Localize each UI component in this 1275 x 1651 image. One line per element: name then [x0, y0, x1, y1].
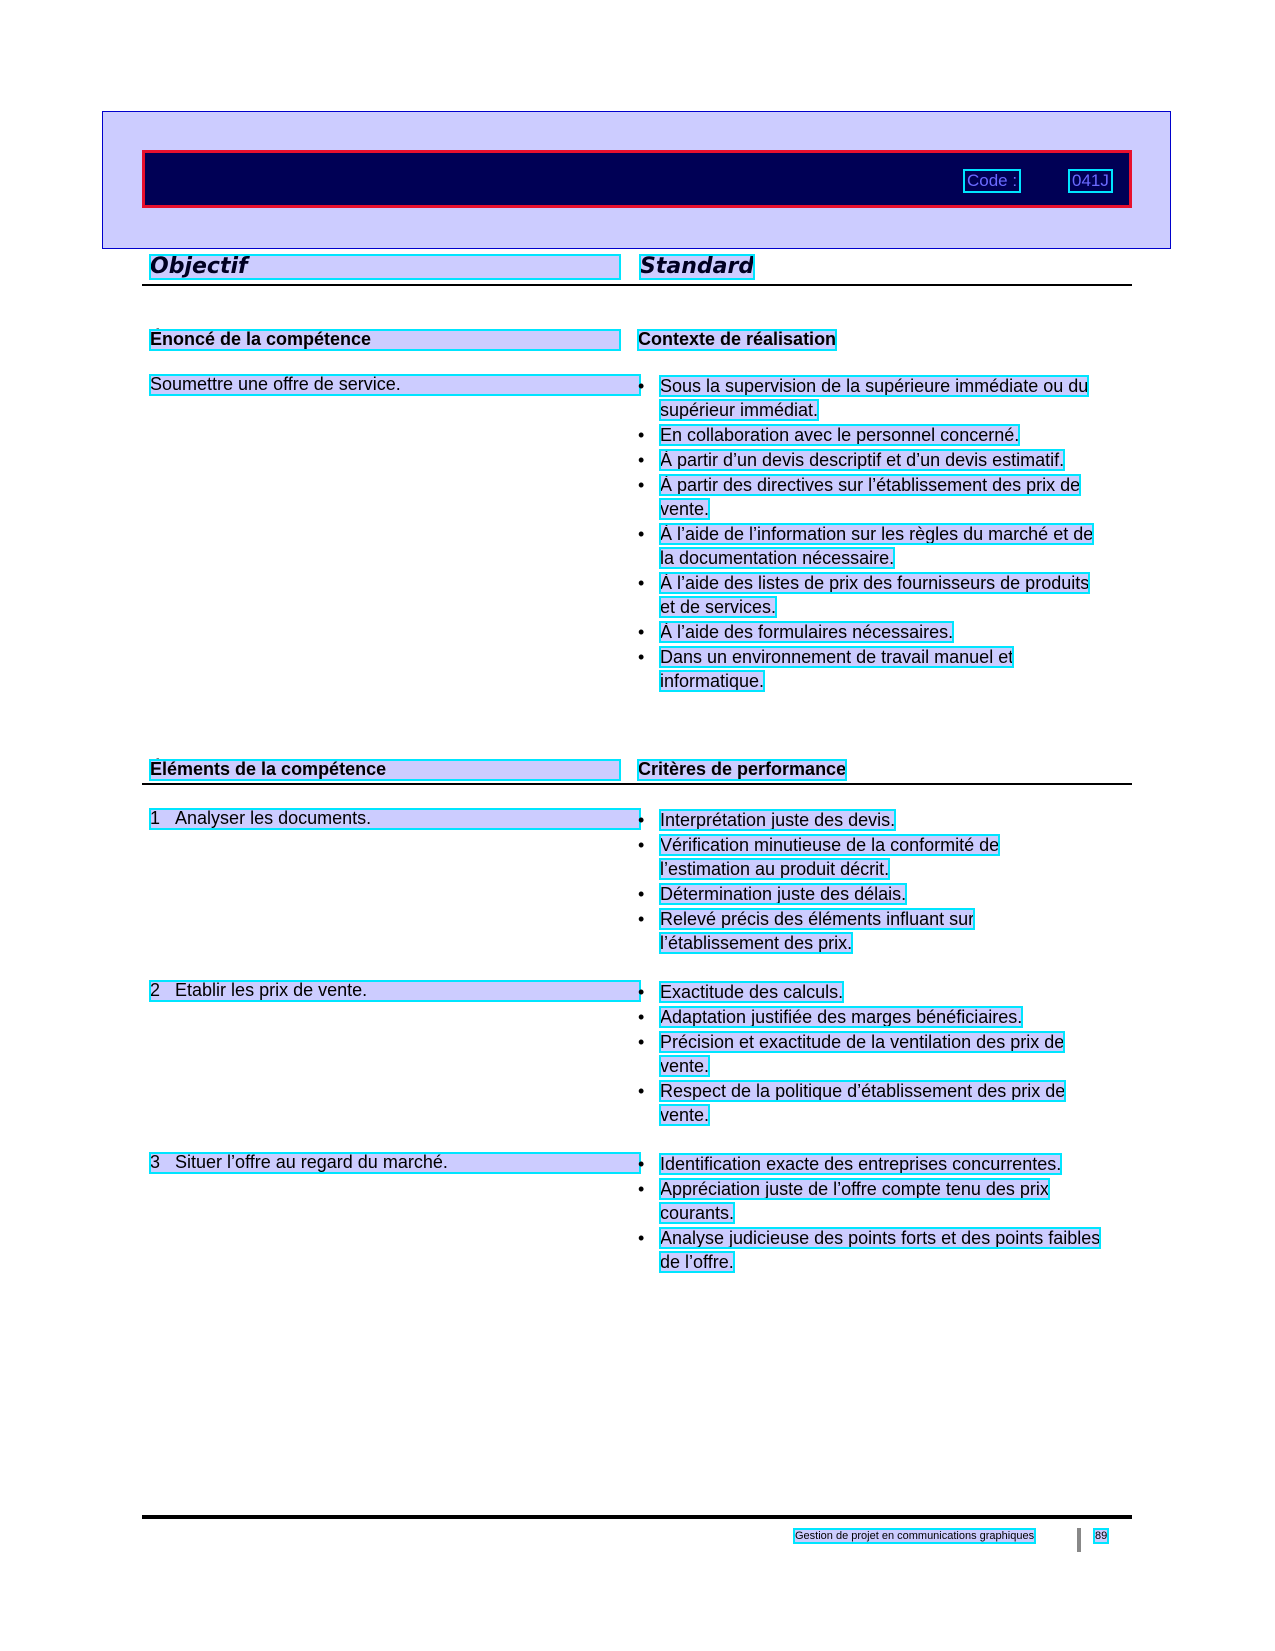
list-item: • Précision et exactitude de la ventilation des prix de vente. [638, 1030, 1108, 1078]
criteria-list-1 [638, 808, 1078, 956]
list-item: • Adaptation justifiée des marges bénéficiaires. [638, 1005, 1108, 1029]
element-2 [150, 981, 640, 1001]
list-item: • Respect de la politique d’établissement des prix de vente. [638, 1079, 1108, 1127]
footer-rule [142, 1515, 1132, 1519]
context-list [638, 374, 1108, 694]
list-item: • Relevé précis des éléments influant sur l’établissement des prix. [638, 907, 1078, 955]
list-item: • Détermination juste des délais. [638, 882, 1078, 906]
code-value: 041J [1072, 171, 1109, 190]
list-item: • Vérification minutieuse de la conformité de l’estimation au produit décrit. [638, 833, 1078, 881]
list-item: • Exactitude des calculs. [638, 980, 1108, 1004]
footer-separator [1077, 1528, 1081, 1552]
list-item: • Interprétation juste des devis. [638, 808, 1078, 832]
section-standard: Standard [640, 254, 755, 279]
block2-rule [142, 783, 1132, 785]
element-number: 3 [150, 1152, 161, 1172]
element-label: Situer l’offre au regard du marché. [175, 1152, 448, 1172]
list-item: • Sous la supervision de la supérieure immédiate ou du supérieur immédiat. [638, 374, 1108, 422]
element-3 [150, 1153, 640, 1173]
list-item: • À partir d’un devis descriptif et d’un devis estimatif. [638, 448, 1108, 472]
competence-statement: Soumettre une offre de service. [150, 375, 640, 395]
heading-contexte: Contexte de réalisation [638, 329, 837, 349]
heading-criteres: Critères de performance [638, 759, 847, 779]
element-number: 2 [150, 980, 161, 1000]
heading-enonce: Énoncé de la compétence [150, 330, 620, 350]
heading-elements: Éléments de la compétence [150, 760, 620, 780]
page-number: 89 [1095, 1530, 1108, 1542]
section-objectif: Objectif [150, 255, 620, 279]
list-item: • À l’aide des listes de prix des fournisseurs de produits et de services. [638, 571, 1108, 619]
criteria-list-3 [638, 1152, 1108, 1275]
element-label: Analyser les documents. [175, 808, 372, 828]
footer-title: Gestion de projet en communications graphiques [795, 1530, 1035, 1542]
list-item: • Identification exacte des entreprises concurrentes. [638, 1152, 1108, 1176]
list-item: • Appréciation juste de l’offre compte tenu des prix courants. [638, 1177, 1108, 1225]
list-item: • Analyse judicieuse des points forts et des points faibles de l’offre. [638, 1226, 1108, 1274]
list-item: • À l’aide de l’information sur les règles du marché et de la documentation nécessaire. [638, 522, 1108, 570]
element-1 [150, 809, 640, 829]
element-number: 1 [150, 808, 161, 828]
section-rule [142, 284, 1132, 286]
code-label: Code : [967, 171, 1018, 190]
criteria-list-2 [638, 980, 1108, 1128]
list-item: • À partir des directives sur l’établissement des prix de vente. [638, 473, 1108, 521]
list-item: • À l’aide des formulaires nécessaires. [638, 620, 1108, 644]
list-item: • Dans un environnement de travail manuel et informatique. [638, 645, 1108, 693]
list-item: • En collaboration avec le personnel concerné. [638, 423, 1108, 447]
element-label: Établir les prix de vente. [175, 980, 368, 1000]
